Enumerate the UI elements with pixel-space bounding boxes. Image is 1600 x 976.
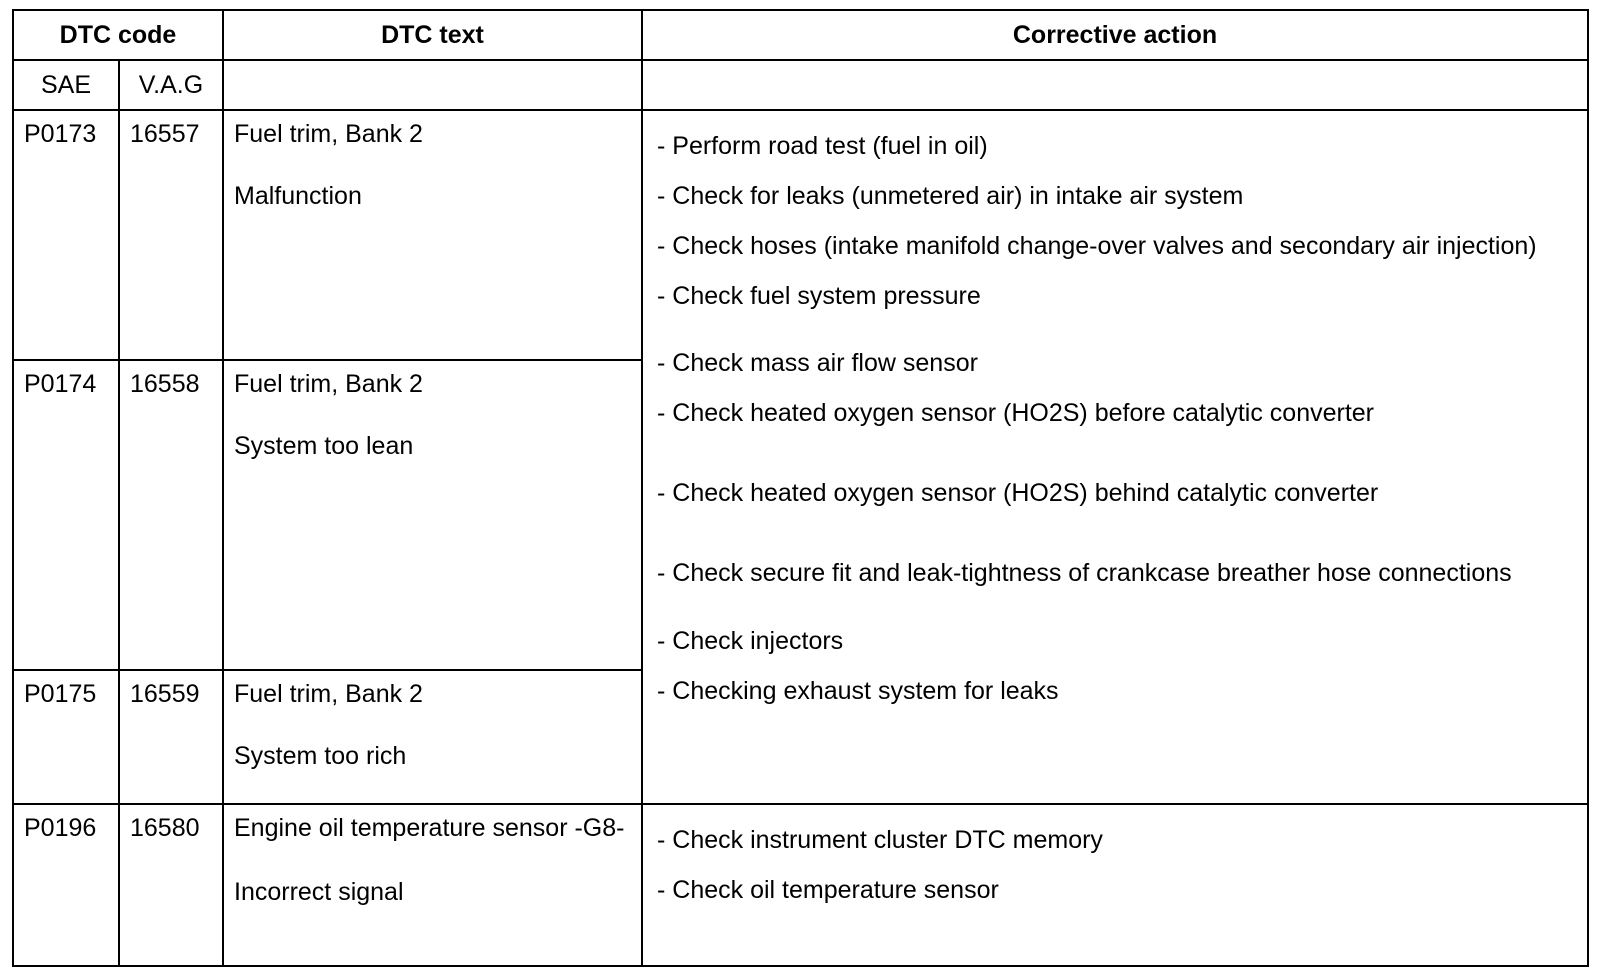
dtc-text-title: Engine oil temperature sensor -G8- [234,814,625,842]
header-row [13,10,1588,60]
dtc-text-cell [223,804,642,966]
subheader-empty-text [223,60,642,110]
dtc-text-cell [223,110,642,360]
sae-code: P0175 [13,670,119,804]
sae-code: P0196 [13,804,119,966]
header-dtc-text: DTC text [223,10,642,60]
dtc-table [12,9,1589,967]
action-item: - Check instrument cluster DTC memory [657,826,1103,854]
action-item: - Check injectors [657,627,844,655]
action-item: - Check mass air flow sensor [657,349,978,377]
action-item: - Check secure fit and leak-tightness of crankcase breather hose connections [657,559,1512,587]
vag-code: 16557 [119,110,223,360]
dtc-text-description: System too rich [234,742,407,770]
subheader-sae: SAE [13,60,119,110]
header-dtc-code: DTC code [13,10,223,60]
action-item: - Check fuel system pressure [657,282,981,310]
dtc-text-title: Fuel trim, Bank 2 [234,370,423,398]
action-item: - Check hoses (intake manifold change-over valves and secondary air injection) [657,232,1537,260]
action-item: - Checking exhaust system for leaks [657,677,1059,705]
sae-code: P0173 [13,110,119,360]
table-row [13,110,1588,360]
sae-code: P0174 [13,360,119,670]
action-item: - Check oil temperature sensor [657,876,999,904]
vag-code: 16558 [119,360,223,670]
action-item: - Check heated oxygen sensor (HO2S) behind catalytic converter [657,479,1379,507]
header-corrective-action: Corrective action [642,10,1588,60]
dtc-text-description: Malfunction [234,182,362,210]
vag-code: 16580 [119,804,223,966]
subheader-empty-action [642,60,1588,110]
dtc-text-title: Fuel trim, Bank 2 [234,680,423,708]
action-item: - Check for leaks (unmetered air) in intake air system [657,182,1244,210]
action-item: - Perform road test (fuel in oil) [657,132,988,160]
dtc-text-description: System too lean [234,432,414,460]
table-row [13,804,1588,966]
corrective-action-cell [642,804,1588,966]
action-item: - Check heated oxygen sensor (HO2S) before catalytic converter [657,399,1375,427]
dtc-text-cell [223,670,642,804]
dtc-text-title: Fuel trim, Bank 2 [234,120,423,148]
subheader-row [13,60,1588,110]
corrective-action-cell [642,110,1588,804]
dtc-text-cell [223,360,642,670]
vag-code: 16559 [119,670,223,804]
dtc-text-description: Incorrect signal [234,878,404,906]
subheader-vag: V.A.G [119,60,223,110]
